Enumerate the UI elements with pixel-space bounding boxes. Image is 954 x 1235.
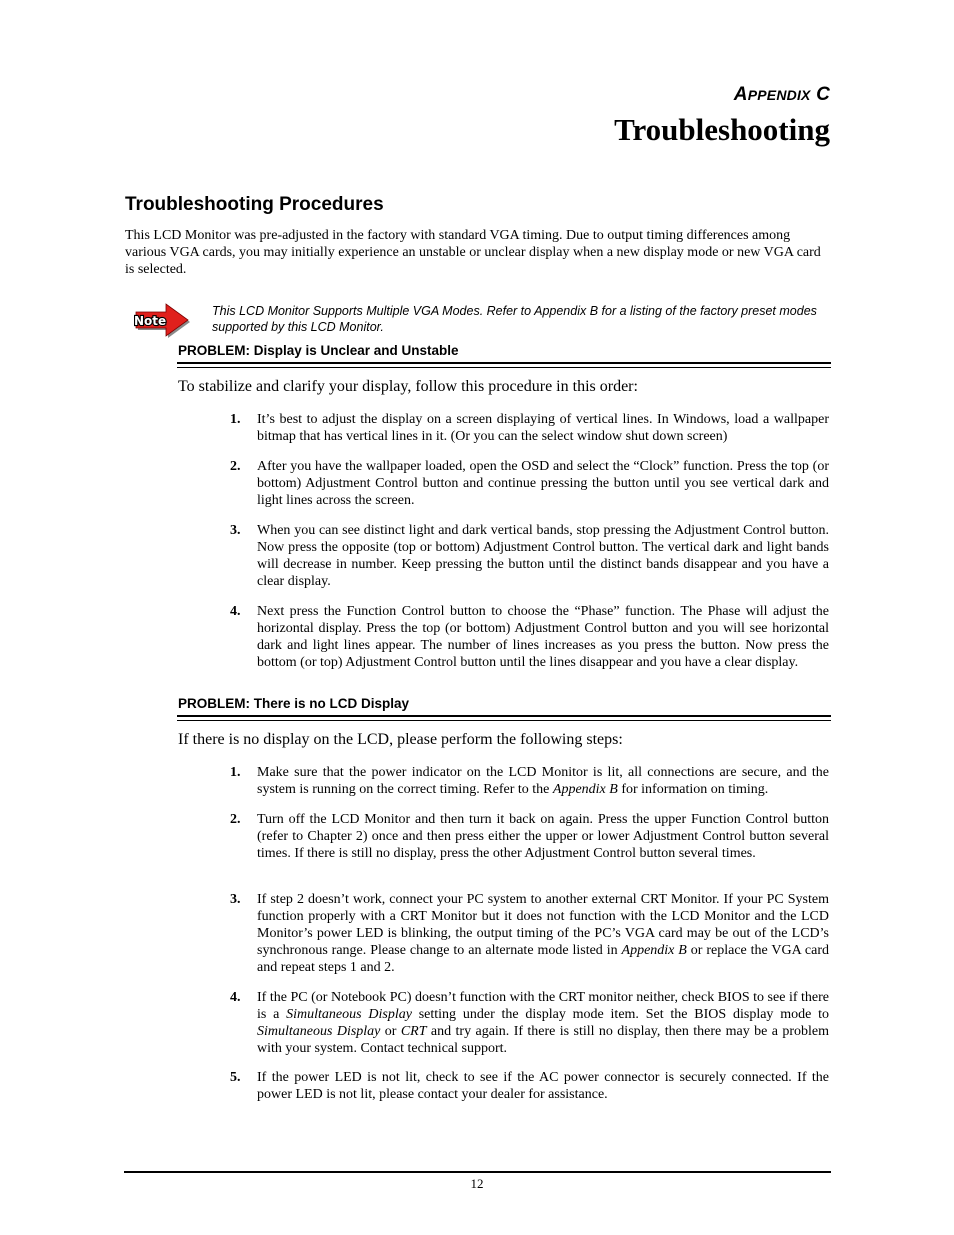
divider-rule xyxy=(177,362,831,364)
step-text: Turn off the LCD Monitor and then turn it back on again. Press the upper Function Control button (refer to Chapter 2) once and then press either the upper or lower Adjustment Control button several times. If there is still no display, press the other Adjustment Control button several times. xyxy=(257,812,829,861)
note-text: This LCD Monitor Supports Multiple VGA Modes. Refer to Appendix B for a listing of the factory preset modes supported by this LCD Monitor. xyxy=(212,304,817,334)
step-text: If the power LED is not lit, check to see if the AC power connector is securely connected. If the power LED is not lit, please contact your dealer for assistance. xyxy=(257,1070,829,1102)
setting-name: CRT xyxy=(400,1024,427,1039)
step-text: If step 2 doesn’t work, connect your PC system to another external CRT Monitor. If your PC System function properly with a CRT Monitor but it does not function with the LCD Monitor and the LCD Monitor’s power LED is blinking, the output timing of the PC’s VGA card may be out of the LCD’s synchronous range. Please change to an alternate mode listed in Appendix B or replace the VGA card and repeat steps 1 and 2. xyxy=(257,892,829,975)
page-title: Troubleshooting xyxy=(614,112,830,147)
appendix-smallcaps: PPENDIX xyxy=(747,87,811,103)
problem-lead-text: To stabilize and clarify your display, follow this procedure in this order: xyxy=(178,378,638,395)
problem-heading-no-display: PROBLEM: There is no LCD Display xyxy=(178,696,410,711)
step-text: When you can see distinct light and dark vertical bands, stop pressing the Adjustment Control button. Now press the opposite (top or bottom) Adjustment Control button. The vertical dark and light bands will decrease in number. Keep pressing the button until the distinct bands disappear and you have a clear display. xyxy=(257,523,829,589)
note-icon-label: Note xyxy=(134,314,167,328)
step-number: 5. xyxy=(230,1070,241,1085)
appendix-initial: A xyxy=(733,84,748,105)
divider-rule xyxy=(177,720,831,721)
step-number: 4. xyxy=(230,604,241,619)
footer-rule xyxy=(124,1171,831,1173)
step-number: 3. xyxy=(230,523,241,538)
appendix-reference: Appendix B xyxy=(621,943,687,958)
step-text: Make sure that the power indicator on the LCD Monitor is lit, all connections are secure, and the system is running on the correct timing. Refer to the Appendix B for information on timing. xyxy=(257,765,829,797)
step-text: It’s best to adjust the display on a screen displaying of vertical lines. In Windows, load a wallpaper bitmap that has vertical lines in it. (Or you can the select window shut down screen) xyxy=(257,412,829,444)
note-icon xyxy=(130,300,192,338)
divider-rule xyxy=(177,715,831,717)
appendix-label xyxy=(734,84,830,106)
section-heading: Troubleshooting Procedures xyxy=(125,194,384,215)
step-text: If the PC (or Notebook PC) doesn’t function with the CRT monitor neither, check BIOS to see if there is a Simultaneous Display setting under the display mode item. Set the BIOS display mode to Simultaneous Display or CRT and try again. If there is still no display, then there may be a problem with your system. Contact technical support. xyxy=(257,990,830,1056)
setting-name: Simultaneous Display xyxy=(257,1024,381,1039)
setting-name: Simultaneous Display xyxy=(286,1007,412,1022)
step-number: 1. xyxy=(230,412,241,427)
step-text: Next press the Function Control button to choose the “Phase” function. The Phase will adjust the horizontal display. Press the top (or bottom) Adjustment Control button and you will see horizontal dark and light lines appear. The number of lines increases as you press the button. Now press the bottom (or top) Adjustment Control button until the lines disappear and you have a clear display. xyxy=(257,604,829,670)
step-number: 1. xyxy=(230,765,241,780)
problem-lead-text: If there is no display on the LCD, please perform the following steps: xyxy=(178,731,623,748)
problem-heading-unclear: PROBLEM: Display is Unclear and Unstable xyxy=(178,343,459,358)
step-number: 3. xyxy=(230,892,241,907)
step-text: After you have the wallpaper loaded, open the OSD and select the “Clock” function. Press the top (or bottom) Adjustment Control button and continue pressing the button until you see vertical dark and light lines across the screen. xyxy=(257,459,829,508)
appendix-reference: Appendix B xyxy=(552,782,618,797)
step-number: 2. xyxy=(230,812,241,827)
divider-rule xyxy=(177,367,831,368)
page-number: 12 xyxy=(470,1176,484,1191)
step-number: 2. xyxy=(230,459,241,474)
intro-paragraph: This LCD Monitor was pre-adjusted in the factory with standard VGA timing. Due to output timing differences among various VGA cards, you may initially experience an unstable or unclear display when a new display mode or new VGA card is selected. xyxy=(125,228,821,277)
step-number: 4. xyxy=(230,990,241,1005)
appendix-letter: C xyxy=(810,84,830,105)
